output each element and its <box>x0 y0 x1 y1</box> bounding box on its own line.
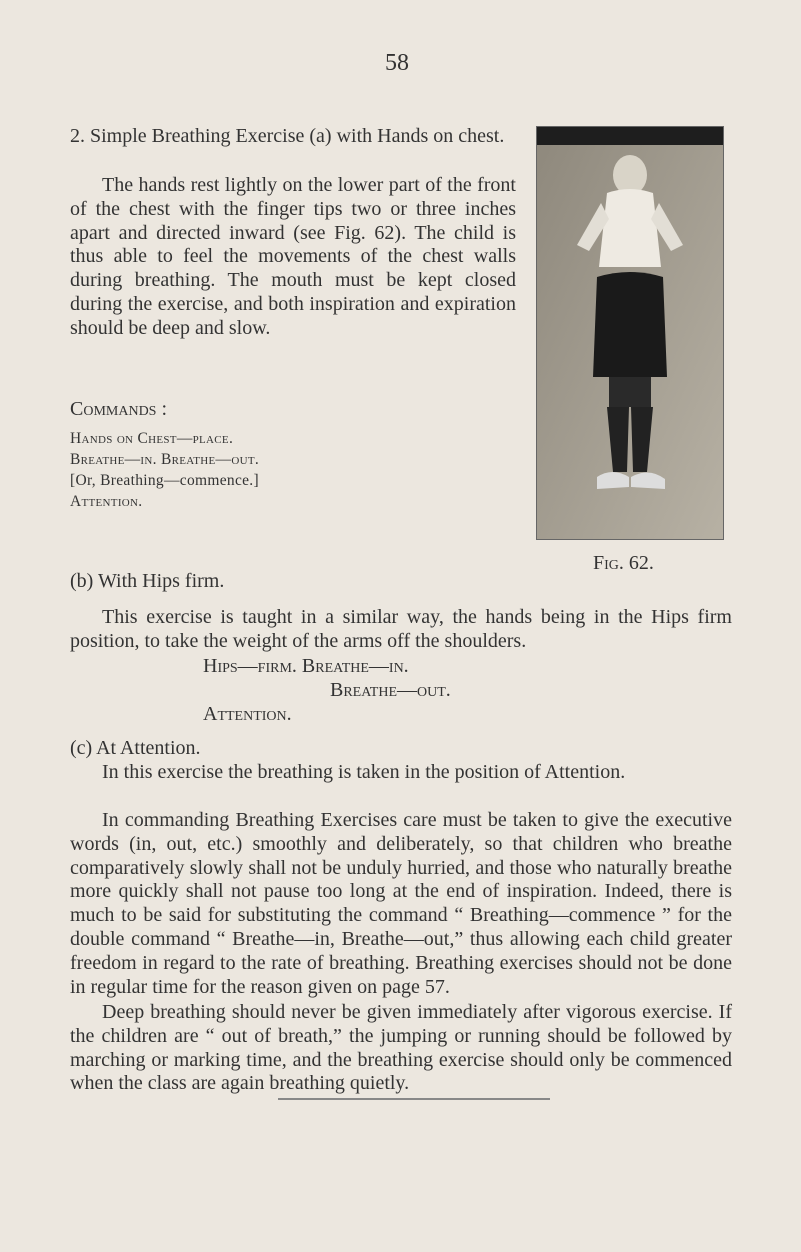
section-c-heading: (c) At Attention. <box>70 737 201 759</box>
section-b-body: This exercise is taught in a similar way, the hands being in the Hips firm position, to take the weight of the arms off the shoulders. <box>70 606 732 652</box>
section-c-body: Deep breathing should never be given immediately after vigorous exercise. If the children are “ out of breath,” the jumping or running should be followed by marching or marking time, and the breathing exercise should only be commenced when the class are again breathing quietly. <box>70 1001 732 1095</box>
command-line: Hips—firm. Breathe—in. <box>203 655 409 677</box>
command-line: Attention. <box>203 703 292 725</box>
command-line: Breathe—in. Breathe—out. <box>70 451 260 468</box>
commands-list <box>70 428 390 512</box>
page-number: 58 <box>385 50 409 76</box>
figure-caption: Fig. 62. <box>593 552 654 574</box>
command-line: Hands on Chest—place. <box>70 430 234 447</box>
section-a-heading: 2. Simple Breathing Exercise (a) with Hands on chest. <box>70 125 505 147</box>
section-c-body: In commanding Breathing Exercises care must be taken to give the executive words (in, out, etc.) smoothly and deliberately, so that children who breathe comparatively slowly shall not be unduly hurried, and those who naturally breathe more quickly shall not pause too long at the end of inspiration. Indeed, there is much to be said for substituting the command “ Breathing—commence ” for the double command “ Breathe—in, Breathe—out,” thus allowing each child greater freedom in regard to the rate of breathing. Breathing exercises should not be done in regular time for the reason given on page 57. <box>70 809 732 998</box>
command-line: [Or, Breathing—commence.] <box>70 472 259 489</box>
commands-label: Commands : <box>70 398 168 420</box>
command-line: Breathe—out. <box>330 679 451 701</box>
figure-photo <box>536 126 724 540</box>
section-b-heading: (b) With Hips firm. <box>70 570 225 592</box>
child-figure-illustration <box>537 127 723 539</box>
command-line: Attention. <box>70 493 143 510</box>
section-c-body: In this exercise the breathing is taken in the position of Attention. <box>102 761 626 783</box>
section-a-body: The hands rest lightly on the lower part of the front of the chest with the finger tips two or three inches apart and directed inward (see Fig. 62). The child is thus able to feel the movements of the chest walls during breathing. The mouth must be kept closed during the exercise, and both inspiration and expiration should be deep and slow. <box>70 174 516 339</box>
divider-rule <box>278 1098 550 1100</box>
